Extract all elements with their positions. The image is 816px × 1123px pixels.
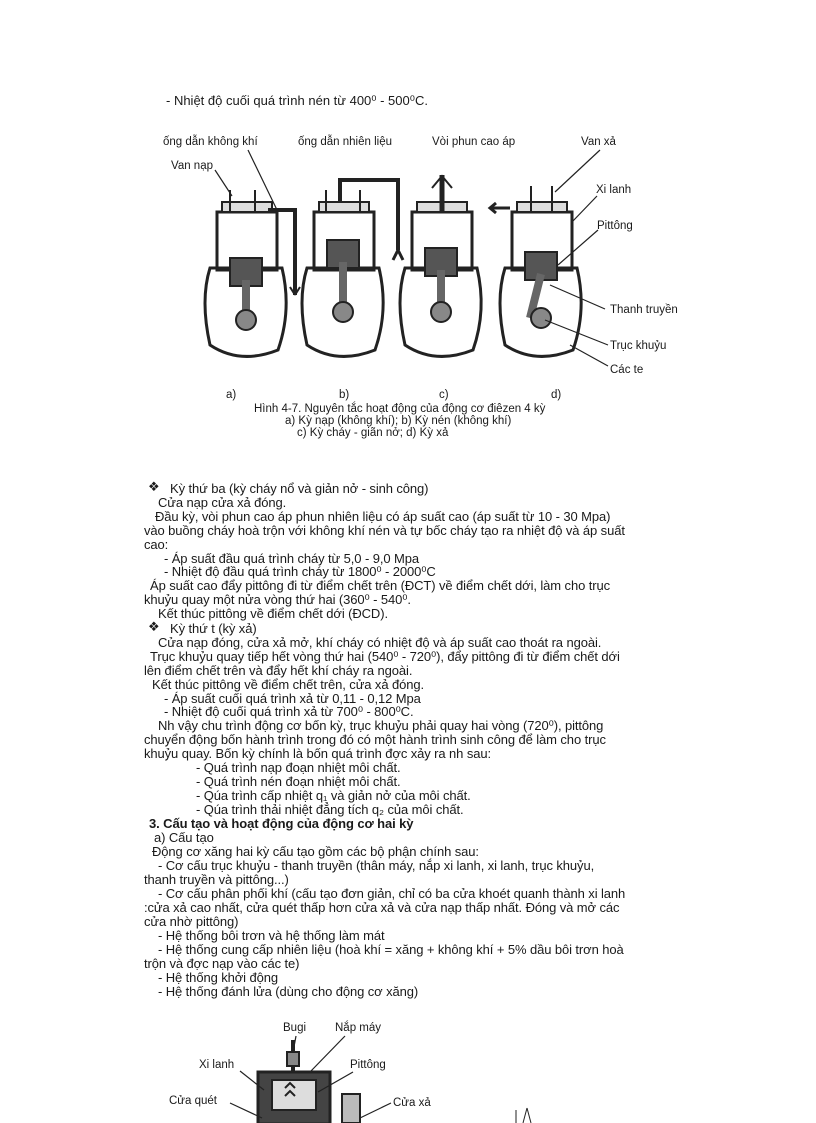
list-item: - Quá trình nén đoạn nhiệt môi chất. xyxy=(196,774,401,789)
label-xi-lanh-2: Xi lanh xyxy=(199,1059,235,1071)
label-thanh-truyen: Thanh truyền xyxy=(610,304,678,316)
body-line: - Nhiệt độ đầu quá trình cháy từ 1800⁰ - 2000⁰C xyxy=(164,564,436,579)
list-item: - Qúa trình thải nhiệt đẳng tích q₂ của môi chất. xyxy=(196,802,464,817)
label-xi-lanh: Xi lanh xyxy=(596,184,632,196)
label-van-nap: Van nạp xyxy=(171,160,213,172)
label-pittong-2: Pittông xyxy=(350,1059,386,1071)
panel-letter-c: c) xyxy=(439,389,449,401)
body-line: Kết thúc pittông về điểm chết trên, cửa xả đóng. xyxy=(152,677,425,692)
body-line: Kết thúc pittông về điểm chết dới (ĐCD). xyxy=(158,606,388,621)
body-line: :cửa xả cao nhất, cửa quét thấp hơn cửa xả và cửa nạp thấp nhất. Đóng và mở các xyxy=(144,900,620,915)
heading-ky-thu-tu: Kỳ thứ t (kỳ xả) xyxy=(170,621,257,636)
panel-letter-a: a) xyxy=(226,389,237,401)
body-line: chuyển động bốn hành trình trong đó có một hành trình sinh công để làm cho trục xyxy=(144,732,606,747)
figure-caption-title: Hình 4-7. Nguyên tắc hoạt động của động cơ điêzen 4 kỳ xyxy=(254,403,546,415)
body-line: Áp suất cao đẩy pittông đi từ điểm chết trên (ĐCT) về điểm chết dới, làm cho trục xyxy=(150,578,610,593)
body-line: - Hệ thống đánh lửa (dùng cho động cơ xăng) xyxy=(158,984,419,999)
body-line: Đầu kỳ, vòi phun cao áp phun nhiên liệu có áp suất cao (áp suất từ 10 - 30 Mpa) xyxy=(155,509,611,524)
bullet-icon: ❖ xyxy=(148,479,160,494)
heading-ky-thu-ba: Kỳ thứ ba (kỳ cháy nổ và giản nở - sinh công) xyxy=(170,481,429,496)
label-cua-quet: Cửa quét xyxy=(169,1095,217,1107)
body-line: Động cơ xăng hai kỳ cấu tạo gồm các bộ phận chính sau: xyxy=(152,844,479,859)
top-line: - Nhiệt độ cuối quá trình nén từ 400⁰ - 500⁰C. xyxy=(166,93,428,108)
bullet-icon: ❖ xyxy=(148,619,160,634)
label-truc-khuyu: Trục khuỷu xyxy=(610,340,667,352)
body-line: lên điểm chết trên và đẩy hết khí cháy ra ngoài. xyxy=(144,663,413,678)
body-line: - Cơ cấu phân phối khí (cấu tạo đơn giản, chỉ có ba cửa khoét quanh thành xi lanh xyxy=(158,886,626,901)
body-line: - Áp suất đầu quá trình cháy từ 5,0 - 9,0 Mpa xyxy=(164,551,419,566)
label-pittong: Pittông xyxy=(597,220,633,232)
body-line: - Hệ thống bôi trơn và hệ thống làm mát xyxy=(158,928,385,943)
body-line: - Hệ thống cung cấp nhiên liệu (hoà khí = xăng + không khí + 5% dầu bôi trơn hoà xyxy=(158,942,624,957)
panel-letter-d: d) xyxy=(551,389,562,401)
label-nap-may: Nắp máy xyxy=(335,1022,382,1034)
list-item: - Quá trình nạp đoạn nhiệt môi chất. xyxy=(196,760,401,775)
body-line: Nh vậy chu trình động cơ bốn kỳ, trục khuỷu phải quay hai vòng (720⁰), pittông xyxy=(158,718,604,733)
body-line: Cửa nạp cửa xả đóng. xyxy=(158,495,287,510)
body-line: - Cơ cấu trục khuỷu - thanh truyền (thân máy, nắp xi lanh, xi lanh, trục khuỷu, xyxy=(158,858,595,873)
body-line: - Nhiệt độ cuối quá trình xả từ 700⁰ - 800⁰C. xyxy=(164,704,414,719)
body-line: Trục khuỷu quay tiếp hết vòng thứ hai (540⁰ - 720⁰), đẩy pittông đi từ điểm chết dới xyxy=(150,649,620,664)
body-line: khuỷu quay. Bốn kỳ chính là bốn quá trình đợc xảy ra nh sau: xyxy=(144,746,492,761)
body-line: - Áp suất cuối quá trình xả từ 0,11 - 0,12 Mpa xyxy=(164,691,421,706)
body-line: - Hệ thống khởi động xyxy=(158,970,278,985)
body-line: cửa nhờ pittông) xyxy=(144,914,239,929)
label-van-xa: Van xả xyxy=(581,136,616,148)
list-item: - Qúa trình cấp nhiệt q₁ và giản nở của môi chất. xyxy=(196,788,471,803)
figure-caption-line-3: c) Kỳ cháy - giãn nở; d) Kỳ xả xyxy=(297,427,449,439)
body-line: khuỷu quay một nửa vòng thứ hai (360⁰ - 540⁰. xyxy=(144,592,411,607)
label-bugi: Bugi xyxy=(283,1022,307,1034)
label-ong-dan-khong-khi: ống dẫn không khí xyxy=(163,136,258,148)
body-line: thanh truyền và pittông...) xyxy=(144,872,289,887)
body-line: trộn và đợc nạp vào các te) xyxy=(144,956,300,971)
subsection-heading: a) Cấu tạo xyxy=(154,830,214,845)
label-cac-te: Các te xyxy=(610,364,644,376)
label-voi-phun: Vòi phun cao áp xyxy=(432,136,516,148)
body-line: cao: xyxy=(144,537,169,552)
body-line: Cửa nạp đóng, cửa xả mở, khí cháy có nhiệt độ và áp suất cao thoát ra ngoài. xyxy=(158,635,602,650)
section-heading: 3. Cấu tạo và hoạt động của động cơ hai kỳ xyxy=(149,816,414,831)
label-cua-xa: Cửa xả xyxy=(393,1097,431,1109)
panel-letter-b: b) xyxy=(339,389,350,401)
figure-caption-line-2: a) Kỳ nạp (không khí); b) Kỳ nén (không khí) xyxy=(285,415,512,427)
label-ong-dan-nhien-lieu: ống dẫn nhiên liệu xyxy=(298,136,392,148)
body-line: vào buồng cháy hoà trộn với không khí nén và tự bốc cháy tạo ra nhiệt độ và áp suất xyxy=(144,523,625,538)
